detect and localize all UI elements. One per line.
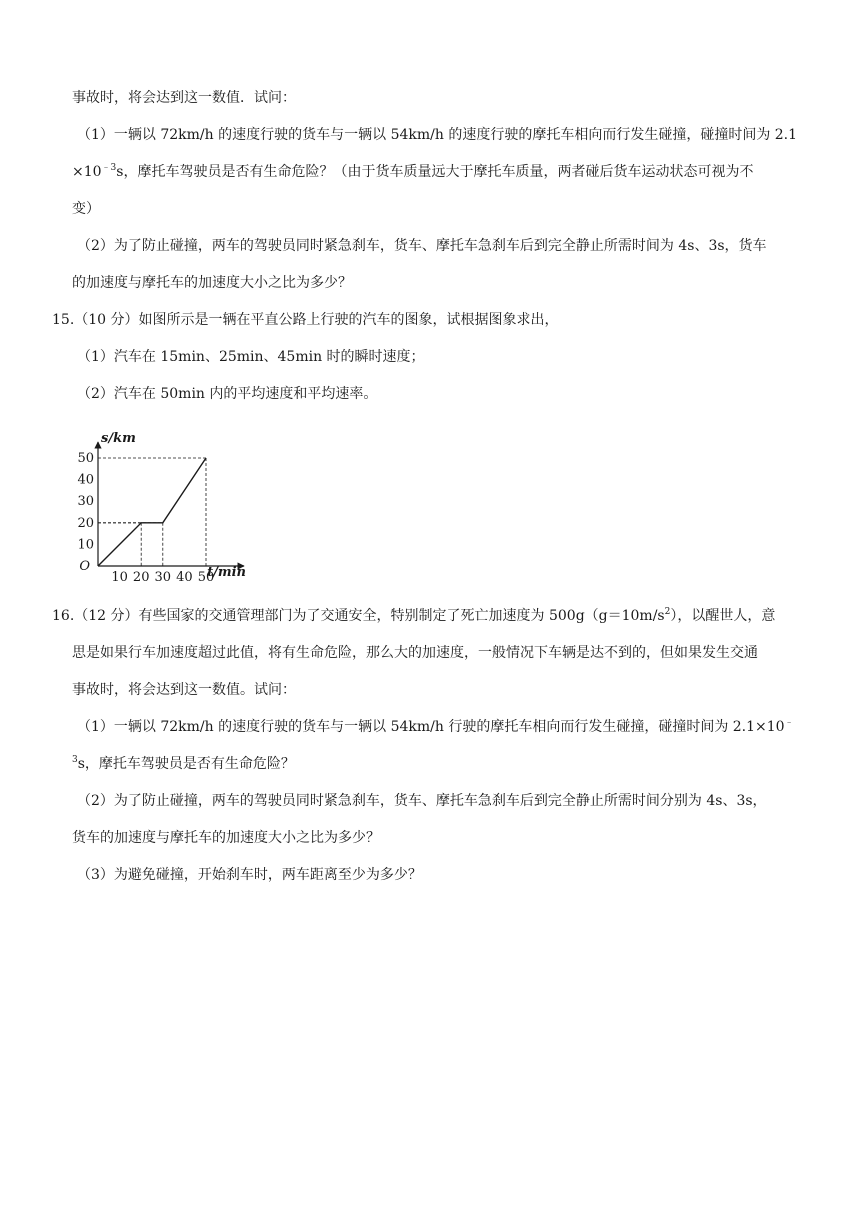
question-15-part-1: （1）汽车在 15min、25min、45min 时的瞬时速度； (77, 349, 425, 365)
x-axis-label: t/min (207, 565, 246, 580)
x-tick-label: 40 (176, 570, 193, 584)
text-line: 的加速度与摩托车的加速度大小之比为多少？ (72, 275, 352, 291)
y-tick-label: 30 (77, 494, 94, 510)
question-15: 15.（10 分）如图所示是一辆在平直公路上行驶的汽车的图象，试根据图象求出， (52, 312, 559, 328)
question-16: 16.（12 分）有些国家的交通管理部门为了交通安全，特别制定了死亡加速度为 $500g(g=10m/s^2)$，以醒世人，意 (52, 607, 776, 624)
series-line (98, 458, 206, 566)
text-line: $^3$s，摩托车驾驶员是否有生命危险？ (72, 755, 295, 772)
text-line: （2）为了防止碰撞，两车的驾驶员同时紧急刹车，货车、摩托车急刹车后到完全静止所需时间为 4s、3s，货车 (77, 238, 767, 254)
y-axis-label: s/km (101, 431, 136, 446)
x-tick-label: 20 (132, 570, 150, 584)
text-line: 货车的加速度与摩托车的加速度大小之比为多少？ (72, 830, 380, 846)
text-line: （1）一辆以 72km/h 的速度行驶的货车与一辆以 54km/h 的速度行驶的摩托车相向而行发生碰撞，碰撞时间为 2.1 (77, 127, 798, 143)
y-tick-label: 50 (77, 451, 94, 466)
question-16-part-3: （3）为避免碰撞，开始刹车时，两车距离至少为多少？ (77, 867, 422, 883)
x-tick-label: 10 (111, 570, 128, 584)
question-15-part-2: （2）汽车在 50min 内的平均速度和平均速率。 (77, 386, 378, 402)
y-tick-label: 40 (77, 472, 94, 488)
y-tick-label: 20 (77, 515, 94, 531)
text-line: 思是如果行车加速度超过此值，将有生命危险，那么大的加速度，一般情况下车辆是达不到的，但如果发生交通 (72, 645, 758, 661)
text-line: 事故时，将会达到这一数值．试问： (72, 90, 296, 106)
distance-time-graph (62, 428, 272, 584)
x-tick-label: 30 (154, 570, 172, 584)
text-line: 变） (72, 201, 100, 217)
x-tick-label: 50 (197, 570, 215, 584)
question-16-part-2: （2）为了防止碰撞，两车的驾驶员同时紧急刹车，货车、摩托车急刹车后到完全静止所需时间分别为 4s、3s， (77, 793, 767, 809)
text-line: $\times 10^{﹣3}s$，摩托车驾驶员是否有生命危险？（由于货车质量远大于摩托车质量，两者碰后货车运动状态可视为不 (72, 163, 754, 180)
text-line: 事故时，将会达到这一数值。试问： (72, 682, 296, 698)
origin-label: O (79, 559, 90, 574)
question-16-part-1: （1）一辆以 72km/h 的速度行驶的货车与一辆以 54km/h 行驶的摩托车相向而行发生碰撞，碰撞时间为 2.1×10﹣ (77, 718, 794, 735)
y-tick-label: 10 (77, 537, 94, 553)
